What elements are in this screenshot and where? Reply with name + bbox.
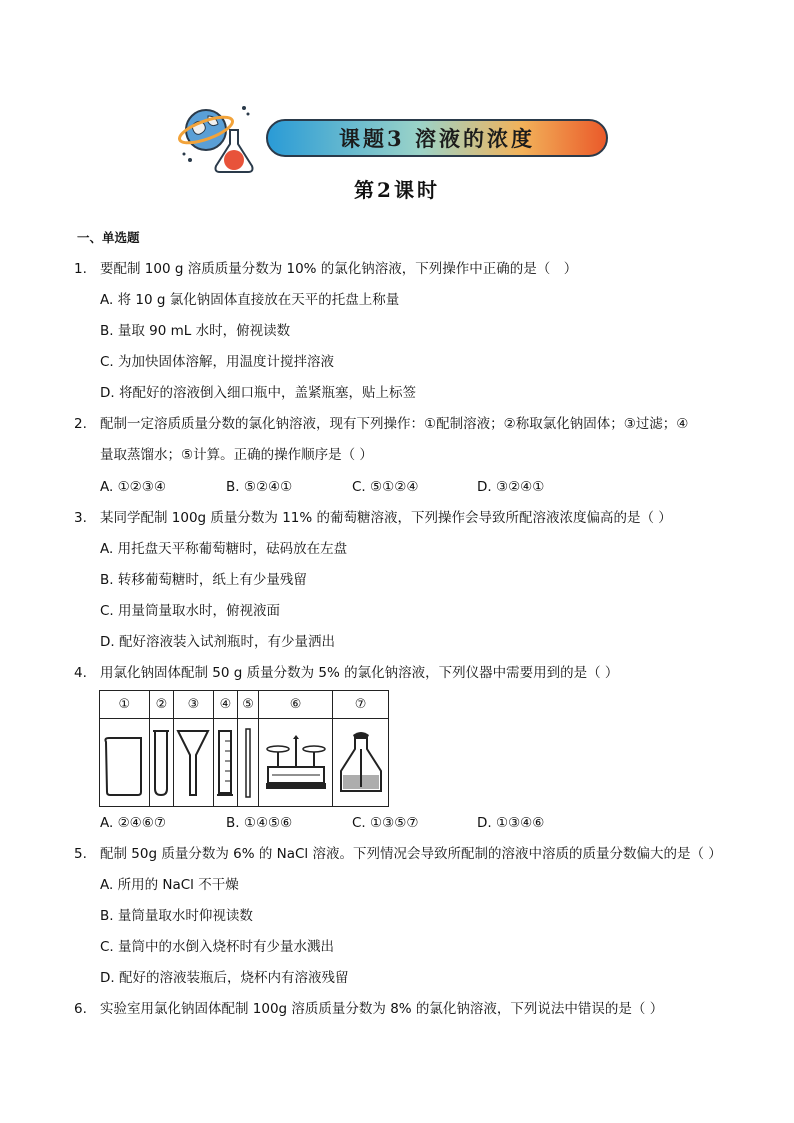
reagent-bottle-cell xyxy=(333,719,389,807)
test-tube-icon xyxy=(151,727,171,799)
option-d: D. 配好的溶液装瓶后，烧杯内有溶液残留 xyxy=(100,970,349,986)
glass-rod-cell xyxy=(238,719,259,807)
apparatus-label: ⑦ xyxy=(333,691,389,719)
option-d: D. ①③④⑥ xyxy=(477,815,545,831)
graduated-cylinder-cell xyxy=(213,719,238,807)
option-a: A. 将 10 g 氯化钠固体直接放在天平的托盘上称量 xyxy=(100,292,400,308)
option-c: C. ⑤①②④ xyxy=(352,479,419,495)
question-stem: 实验室用氯化钠固体配制 100g 溶质质量分数为 8% 的氯化钠溶液，下列说法中错误的是（ ） xyxy=(100,1001,664,1017)
balance-cell xyxy=(258,719,332,807)
test-tube-cell xyxy=(149,719,174,807)
apparatus-image-row xyxy=(100,719,389,807)
beaker-cell xyxy=(100,719,150,807)
question-number: 4. xyxy=(74,665,87,681)
option-a: A. ②④⑥⑦ xyxy=(100,815,166,831)
apparatus-label: ① xyxy=(100,691,150,719)
apparatus-label: ⑥ xyxy=(258,691,332,719)
beaker-icon xyxy=(102,728,146,798)
question-number: 2. xyxy=(74,416,87,432)
reagent-bottle-icon xyxy=(337,731,385,795)
question-number: 5. xyxy=(74,846,87,862)
option-a: A. ①②③④ xyxy=(100,479,166,495)
question-stem: 用氯化钠固体配制 50 g 质量分数为 5% 的氯化钠溶液，下列仪器中需要用到的是（ ） xyxy=(100,665,619,681)
option-b: B. ⑤②④① xyxy=(226,479,293,495)
question-stem: 要配制 100 g 溶质质量分数为 10% 的氯化钠溶液，下列操作中正确的是（ ） xyxy=(100,261,578,277)
option-c: C. 量筒中的水倒入烧杯时有少量水溅出 xyxy=(100,939,335,955)
option-d: D. 配好溶液装入试剂瓶时，有少量洒出 xyxy=(100,634,335,650)
apparatus-label: ③ xyxy=(174,691,213,719)
question-stem-line1: 配制一定溶质质量分数的氯化钠溶液，现有下列操作：①配制溶液；②称取氯化钠固体；③过滤；④ xyxy=(100,416,689,432)
option-a: A. 所用的 NaCl 不干燥 xyxy=(100,877,239,893)
glass-rod-icon xyxy=(241,727,255,799)
apparatus-header-row xyxy=(100,691,389,719)
option-a: A. 用托盘天平称葡萄糖时，砝码放在左盘 xyxy=(100,541,348,557)
question-number: 3. xyxy=(74,510,87,526)
option-d: D. 将配好的溶液倒入细口瓶中，盖紧瓶塞，贴上标签 xyxy=(100,385,416,401)
lesson-subtitle: 第2课时 xyxy=(354,178,440,202)
question-stem: 配制 50g 质量分数为 6% 的 NaCl 溶液。下列情况会导致所配制的溶液中溶质的质量分数偏大的是（ ） xyxy=(100,846,722,862)
option-d: D. ③②④① xyxy=(477,479,545,495)
question-stem: 某同学配制 100g 质量分数为 11% 的葡萄糖溶液，下列操作会导致所配溶液浓度偏高的是（ ） xyxy=(100,510,672,526)
lesson-title-banner xyxy=(266,119,608,157)
option-b: B. ①④⑤⑥ xyxy=(226,815,293,831)
option-b: B. 量取 90 mL 水时，俯视读数 xyxy=(100,323,291,339)
apparatus-table xyxy=(99,690,389,807)
option-c: C. 为加快固体溶解，用温度计搅拌溶液 xyxy=(100,354,335,370)
option-c: C. 用量筒量取水时，俯视液面 xyxy=(100,603,281,619)
option-b: B. 量筒量取水时仰视读数 xyxy=(100,908,253,924)
apparatus-label: ⑤ xyxy=(238,691,259,719)
apparatus-label: ④ xyxy=(213,691,238,719)
apparatus-label: ② xyxy=(149,691,174,719)
question-number: 6. xyxy=(74,1001,87,1017)
globe-flask-icon xyxy=(178,100,258,178)
graduated-cylinder-icon xyxy=(215,727,235,799)
lesson-title: 课题3 溶液的浓度 xyxy=(339,126,535,151)
question-stem-line2: 量取蒸馏水；⑤计算。正确的操作顺序是（ ） xyxy=(100,447,373,463)
option-b: B. 转移葡萄糖时，纸上有少量残留 xyxy=(100,572,307,588)
option-c: C. ①③⑤⑦ xyxy=(352,815,419,831)
question-number: 1. xyxy=(74,261,87,277)
funnel-cell xyxy=(174,719,213,807)
funnel-icon xyxy=(176,727,210,799)
section-title: 一、单选题 xyxy=(77,230,140,245)
header-illustration xyxy=(178,100,258,178)
balance-icon xyxy=(264,733,328,793)
